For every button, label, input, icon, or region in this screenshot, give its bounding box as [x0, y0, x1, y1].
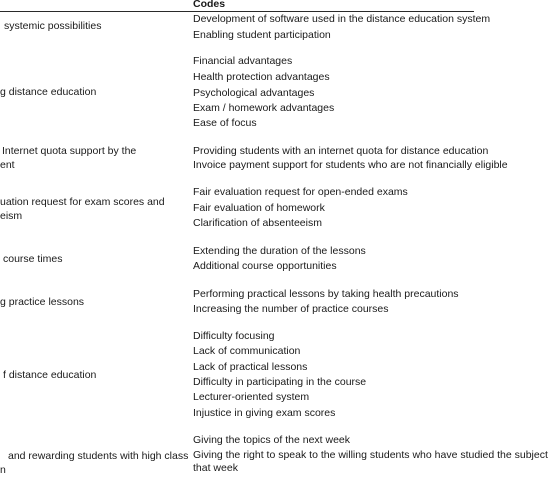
theme-cell-line: ent: [0, 159, 15, 171]
theme-cell-line: systemic possibilities: [4, 20, 102, 32]
code-item: Additional course opportunities: [193, 260, 337, 272]
theme-cell-line: Internet quota support by the: [2, 145, 137, 157]
code-item: Enabling student participation: [193, 29, 331, 41]
code-item: Lecturer-oriented system: [193, 391, 310, 403]
theme-cell-line: course times: [3, 253, 63, 265]
header-bottom-rule: [0, 11, 474, 12]
code-item: Injustice in giving exam scores: [193, 407, 336, 419]
code-item: Lack of practical lessons: [193, 361, 308, 373]
code-item: Giving the topics of the next week: [193, 434, 351, 446]
code-item: Psychological advantages: [193, 87, 315, 99]
theme-cell-line: f distance education: [3, 369, 97, 381]
theme-cell-line: g practice lessons: [0, 296, 85, 308]
theme-cell-line: g distance education: [0, 86, 97, 98]
code-item: that week: [193, 462, 238, 474]
code-item: Financial advantages: [193, 55, 293, 67]
code-item: Development of software used in the distance education system: [193, 13, 491, 25]
code-item: Fair evaluation of homework: [193, 202, 325, 214]
codes-column-header: Codes: [193, 0, 226, 10]
code-item: Exam / homework advantages: [193, 102, 335, 114]
code-item: Giving the right to speak to the willing students who have studied the subject: [193, 449, 548, 461]
theme-cell-line: uation request for exam scores and: [0, 196, 165, 208]
code-item: Performing practical lessons by taking health precautions: [193, 288, 459, 300]
code-item: Lack of communication: [193, 345, 301, 357]
code-item: Increasing the number of practice courses: [193, 303, 389, 315]
theme-cell-line: and rewarding students with high class: [8, 450, 189, 462]
theme-cell-line: n: [0, 464, 6, 476]
code-item: Difficulty focusing: [193, 330, 275, 342]
theme-cell-line: eism: [0, 210, 23, 222]
code-item: Fair evaluation request for open-ended exams: [193, 186, 408, 198]
code-item: Health protection advantages: [193, 71, 330, 83]
code-item: Clarification of absenteeism: [193, 217, 322, 229]
code-item: Difficulty in participating in the course: [193, 376, 367, 388]
code-item: Invoice payment support for students who are not financially eligible: [193, 159, 508, 171]
code-item: Providing students with an internet quota for distance education: [193, 145, 489, 157]
code-item: Ease of focus: [193, 117, 257, 129]
code-item: Extending the duration of the lessons: [193, 245, 366, 257]
